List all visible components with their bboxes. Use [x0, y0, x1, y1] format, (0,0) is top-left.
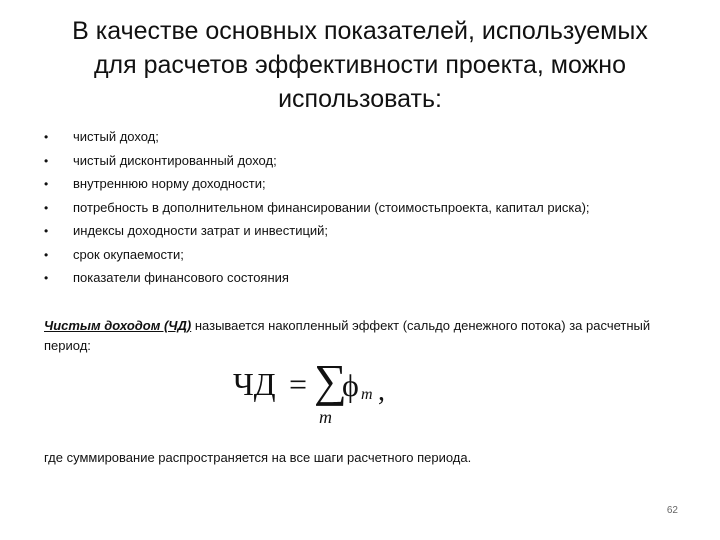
- formula-phi: ϕ: [342, 367, 359, 403]
- bullet-icon: •: [44, 224, 49, 238]
- list-item: [44, 175, 590, 199]
- bullet-icon: •: [44, 153, 49, 168]
- list-item-text: потребность в дополнительном финансировании (стоимостьпроекта, капитал риска);: [73, 199, 590, 215]
- net-income-formula: [233, 356, 433, 436]
- formula-comma: ,: [378, 376, 385, 407]
- list-item: [44, 246, 590, 270]
- formula-sum-symbol: ∑: [314, 355, 347, 406]
- list-item-text: индексы доходности затрат и инвестиций;: [73, 223, 329, 238]
- list-item-text: внутреннюю норму доходности;: [73, 176, 266, 191]
- formula-equals: =: [289, 366, 308, 402]
- formula-sum-index: m: [319, 407, 332, 427]
- title-line-1: В качестве основных показателей, используемых: [72, 17, 648, 45]
- definition-term: Чистым доходом (ЧД): [44, 318, 192, 333]
- indicator-list: [44, 128, 590, 293]
- title-line-2: для расчетов эффективности проекта, можно: [93, 51, 627, 79]
- net-income-definition: [44, 316, 684, 356]
- list-item: [44, 199, 590, 223]
- definition-text: называется накопленный эффект (сальдо денежного потока) за расчетный период:: [44, 318, 651, 353]
- bullet-icon: •: [44, 177, 49, 191]
- slide-title: [40, 14, 680, 116]
- bullet-icon: •: [44, 271, 49, 285]
- list-item-text: срок окупаемости;: [73, 246, 184, 262]
- list-item: [44, 222, 590, 246]
- list-item: [44, 269, 590, 293]
- list-item: [44, 128, 590, 152]
- page-number: 62: [666, 505, 678, 516]
- list-item: [44, 152, 590, 176]
- list-item-text: чистый доход;: [73, 129, 159, 144]
- title-line-3: использовать:: [278, 85, 442, 113]
- formula-lhs: ЧД: [233, 366, 276, 402]
- bullet-icon: •: [44, 247, 49, 262]
- formula-subscript: m: [361, 386, 373, 403]
- list-item-text: чистый дисконтированный доход;: [73, 152, 277, 168]
- list-item-text: показатели финансового состояния: [73, 270, 289, 285]
- summation-note: где суммирование распространяется на все шаги расчетного периода.: [44, 450, 472, 465]
- bullet-icon: •: [44, 200, 49, 215]
- bullet-icon: •: [44, 130, 49, 144]
